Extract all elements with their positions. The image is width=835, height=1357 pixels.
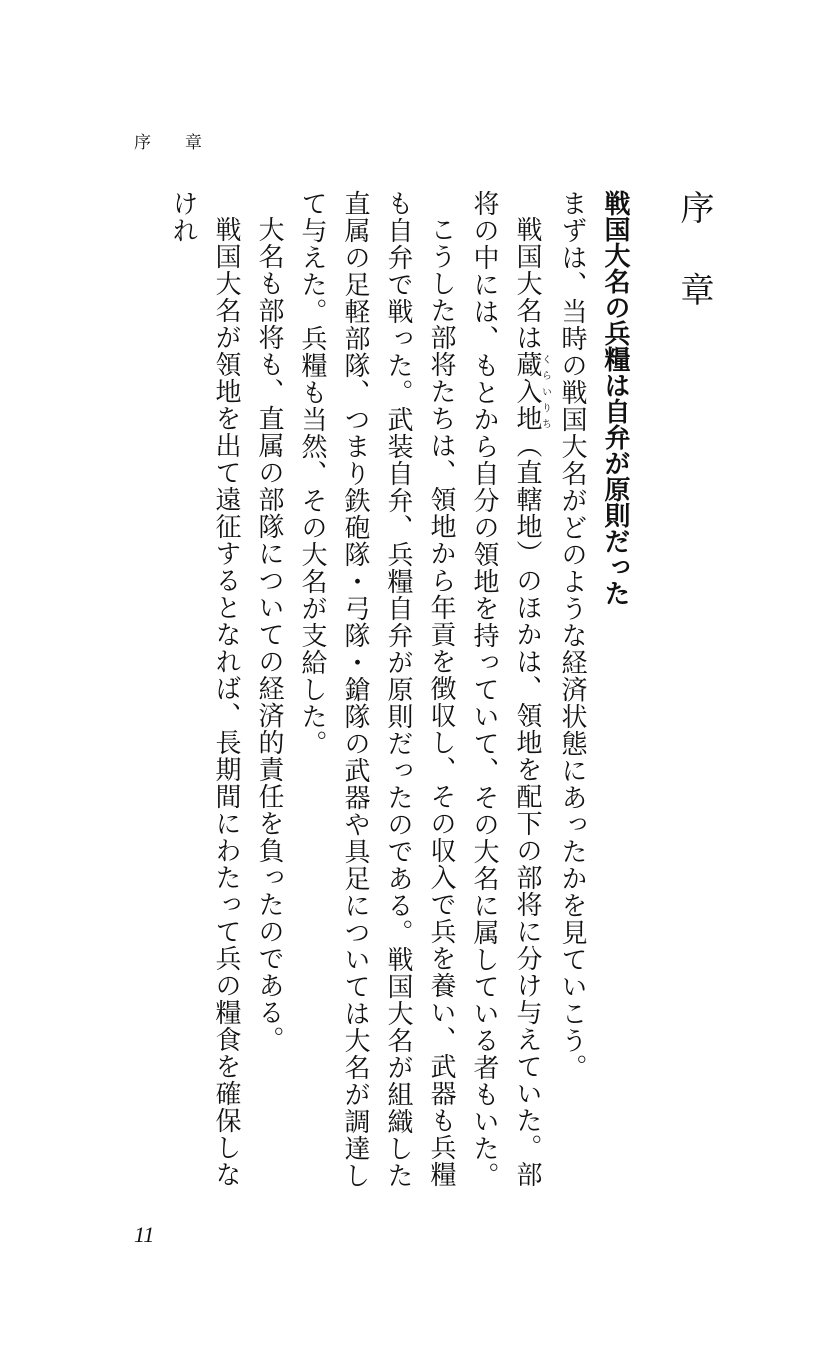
paragraph-2-after: （直轄地）のほかは、領地を配下の部将に分け与えていた。部将の中には、もとから自分の領地を持っていて、その大名に属している者もいた。	[469, 190, 542, 1189]
ruby-kurairichi	[512, 351, 551, 432]
page-number: 11	[134, 1222, 155, 1247]
paragraph-2-before: 戦国大名は	[512, 216, 542, 351]
paragraph-4: 大名も部将も、直属の部隊についての経済的責任を負ったのである。	[254, 216, 284, 1053]
ruby-base: 蔵入地	[512, 351, 542, 432]
body-text	[95, 190, 715, 1210]
chapter-title: 序章	[674, 190, 714, 354]
ruby-reading: くらいりち	[539, 351, 551, 432]
paragraph-5: 戦国大名が領地を出て遠征するとなれば、長期間にわたって兵の糧食を確保しなけれ	[168, 190, 241, 1188]
running-head: 序章	[134, 133, 236, 153]
section-heading: 戦国大名の兵糧は自弁が原則だった	[600, 190, 630, 606]
paragraph-3: こうした部将たちは、領地から年貢を徴収し、その収入で兵を養い、武器も兵糧も自弁で戦った。武装自弁、兵糧自弁が原則だったのである。戦国大名が組織した直属の足軽部隊、つまり鉄砲隊・弓隊・鎗隊の武器や具足については大名が調達して与えた。兵糧も当然、その大名が支給した。	[297, 190, 456, 1189]
paragraph-1: まずは、当時の戦国大名がどのような経済状態にあったかを見ていこう。	[557, 190, 587, 1081]
paragraph-2	[462, 190, 550, 1210]
